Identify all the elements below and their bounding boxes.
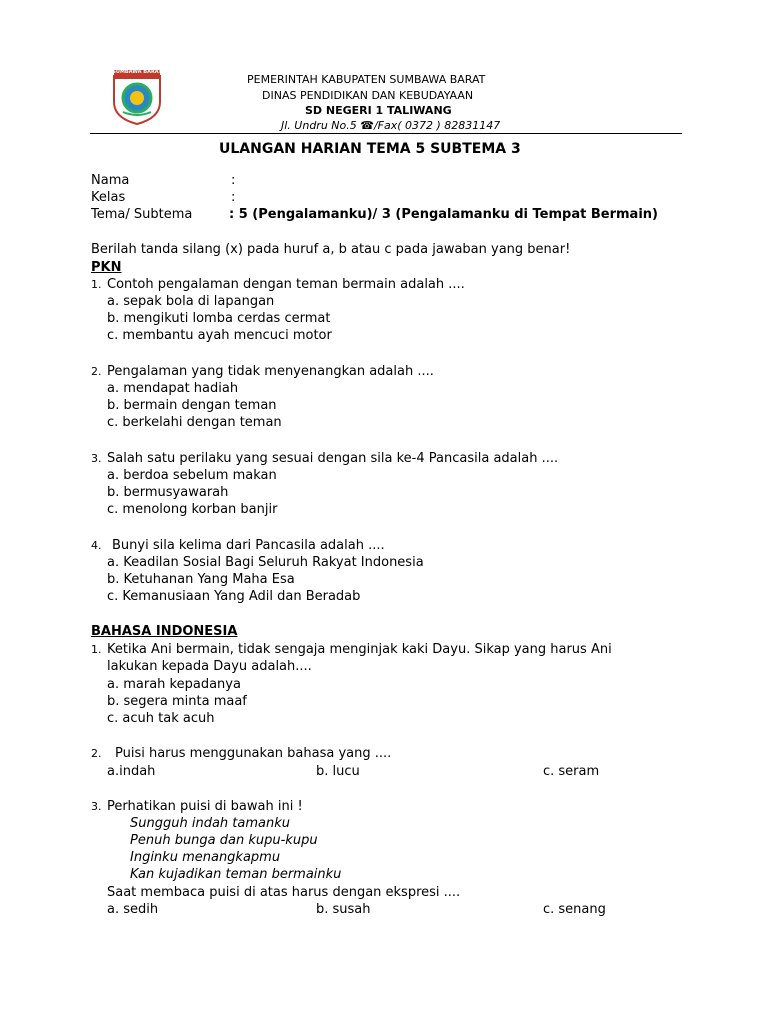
pkn-q4-option-b: b. Ketuhanan Yang Maha Esa [107,572,295,587]
poem-line-4: Kan kujadikan teman bermainku [130,867,342,882]
pkn-q2-number: 2. [91,365,102,378]
bi-q1-option-a: a. marah kepadanya [107,677,241,692]
bi-heading: BAHASA INDONESIA [91,624,238,639]
regency-logo [108,68,166,126]
pkn-q3-option-a: a. berdoa sebelum makan [107,468,277,483]
pkn-q1-text: Contoh pengalaman dengan teman bermain adalah .... [107,277,465,292]
bi-q3-text: Perhatikan puisi di bawah ini ! [107,799,303,814]
pkn-q2-option-b: b. bermain dengan teman [107,398,277,413]
bi-q2-option-a: a.indah [107,764,156,779]
letterhead-line-3: SD NEGERI 1 TALIWANG [305,104,452,117]
bi-q3-question: Saat membaca puisi di atas harus dengan ekspresi .... [107,885,461,900]
pkn-q2-option-a: a. mendapat hadiah [107,381,239,396]
pkn-q3-text: Salah satu perilaku yang sesuai dengan sila ke-4 Pancasila adalah .... [107,451,559,466]
logo-text: SUMBAWA BARAT [112,69,162,75]
poem-line-1: Sungguh indah tamanku [130,816,290,831]
bi-q2-option-b: b. lucu [316,764,360,779]
bi-q3-number: 3. [91,800,102,813]
poem-line-3: Inginku menangkapmu [130,850,281,865]
kelas-colon: : [231,190,236,205]
pkn-q4-text: Bunyi sila kelima dari Pancasila adalah .... [112,538,385,553]
exam-title: ULANGAN HARIAN TEMA 5 SUBTEMA 3 [219,141,521,157]
pkn-q1-option-c: c. membantu ayah mencuci motor [107,328,332,343]
letterhead-address: Jl. Undru No.5 ☎/Fax( 0372 ) 82831147 [281,119,501,132]
bi-q3-option-b: b. susah [316,902,371,917]
pkn-q4-option-c: c. Kemanusiaan Yang Adil dan Beradab [107,589,361,604]
bi-q3-option-a: a. sedih [107,902,159,917]
bi-q2-option-c: c. seram [543,764,600,779]
nama-label: Nama [91,173,130,188]
pkn-q4-option-a: a. Keadilan Sosial Bagi Seluruh Rakyat Indonesia [107,555,424,570]
pkn-heading: PKN [91,260,122,275]
bi-q1-number: 1. [91,643,102,656]
tema-value: : 5 (Pengalamanku)/ 3 (Pengalamanku di Tempat Bermain) [229,207,658,222]
pkn-q4-number: 4. [91,539,102,552]
pkn-q1-option-a: a. sepak bola di lapangan [107,294,275,309]
bi-q1-option-b: b. segera minta maaf [107,694,247,709]
pkn-q3-number: 3. [91,452,102,465]
pkn-q3-option-b: b. bermusyawarah [107,485,229,500]
bi-q1-text-line2: lakukan kepada Dayu adalah.... [107,659,312,674]
bi-q2-text: Puisi harus menggunakan bahasa yang .... [115,746,392,761]
poem-line-2: Penuh bunga dan kupu-kupu [130,833,318,848]
bi-q1-option-c: c. acuh tak acuh [107,711,215,726]
pkn-q3-option-c: c. menolong korban banjir [107,502,278,517]
pkn-q1-number: 1. [91,278,102,291]
pkn-q1-option-b: b. mengikuti lomba cerdas cermat [107,311,331,326]
letterhead-line-2: DINAS PENDIDIKAN DAN KEBUDAYAAN [262,89,474,102]
letterhead-line-1: PEMERINTAH KABUPATEN SUMBAWA BARAT [247,73,486,86]
letterhead-rule [90,133,682,134]
kelas-label: Kelas [91,190,126,205]
pkn-q2-option-c: c. berkelahi dengan teman [107,415,282,430]
bi-q1-text-line1: Ketika Ani bermain, tidak sengaja menginjak kaki Dayu. Sikap yang harus Ani [107,642,612,657]
bi-q2-number: 2. [91,747,102,760]
tema-label: Tema/ Subtema [91,207,193,222]
instruction: Berilah tanda silang (x) pada huruf a, b atau c pada jawaban yang benar! [91,242,571,257]
bi-q3-option-c: c. senang [543,902,606,917]
nama-colon: : [231,173,236,188]
pkn-q2-text: Pengalaman yang tidak menyenangkan adalah .... [107,364,434,379]
